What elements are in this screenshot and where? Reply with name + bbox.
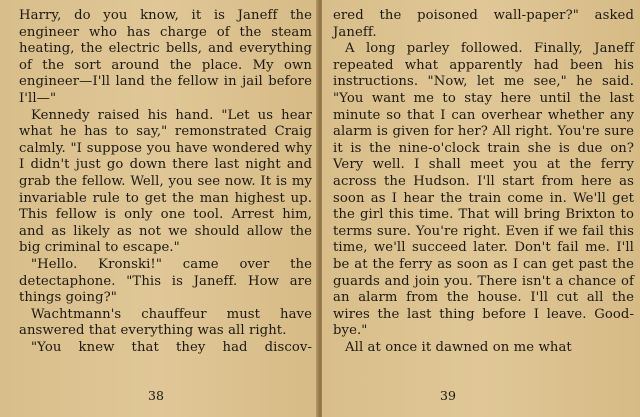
paragraph: "Hello. Kronski!" came over the detectaphone. "This is Janeff. How are things going?" <box>19 256 312 306</box>
paragraph: "You knew that they had discov- <box>31 339 312 355</box>
left-page-text <box>19 8 312 356</box>
paragraph: All at once it dawned on me what <box>345 339 572 355</box>
paragraph: Kennedy raised his hand. "Let us hear what he has to say," remonstrated Craig calmly. "I suppose you have wondered why I didn't just go down there last night and grab the fellow. Well, you see now. It is my invariable rule to get the man highest up. This fellow is only one tool. Arrest him, and as likely as not we should allow the big criminal to escape." <box>19 107 312 256</box>
paragraph: Harry, do you know, it is Janeff the engineer who has charge of the steam heating, the electric bells, and everything of the sort around the place. My own engineer—I'll land the fellow in jail before I'll—" <box>19 8 312 106</box>
right-page-text <box>333 8 634 356</box>
right-page <box>322 0 640 417</box>
page-number: 39 <box>440 388 456 403</box>
paragraph: ered the poisoned wall-paper?" asked Janeff. <box>333 8 634 40</box>
page-number: 38 <box>148 388 164 403</box>
left-page <box>0 0 318 417</box>
paragraph: A long parley followed. Finally, Janeff repeated what apparently had been his instructions. "Now, let me see," he said. "You want me to stay here until the last minute so that I can overhear whether any alarm is given for her? All right. You're sure it is the nine-o'clock train she is due on? Very well. I shall meet you at the ferry across the Hudson. I'll start from here as soon as I hear the train come in. We'll get the girl this time. That will bring Brixton to terms sure. You're right. Even if we fail this time, we'll succeed later. Don't fail me. I'll be at the ferry as soon as I can get past the guards and join you. There isn't a chance of an alarm from the house. I'll cut all the wires the last thing before I leave. Good-bye." <box>333 41 634 339</box>
paragraph: Wachtmann's chauffeur must have answered that everything was all right. <box>19 306 312 339</box>
